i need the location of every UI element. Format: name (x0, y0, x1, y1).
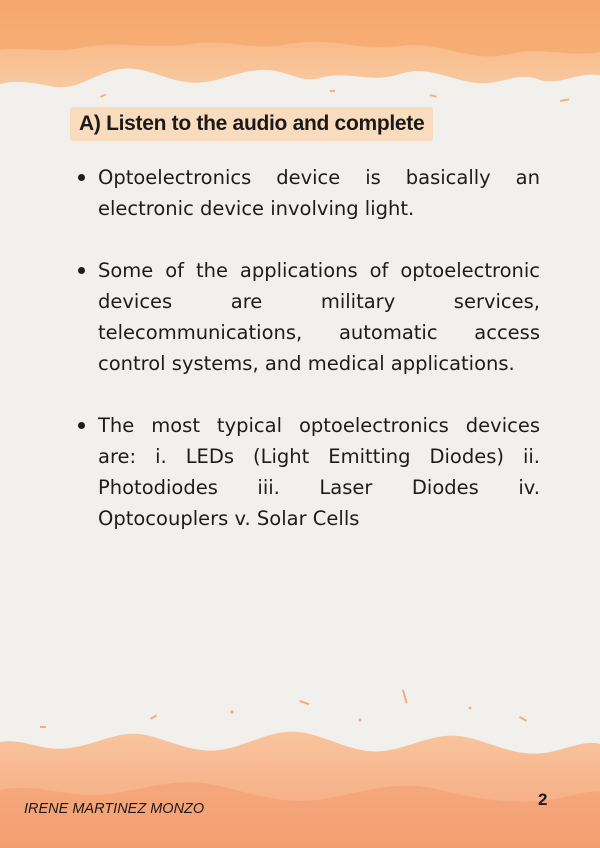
bullet-text: Optoelectronics device is basically an electronic device involving light. (98, 166, 540, 220)
bullet-text: Some of the applications of optoelectronic devices are military services, telecommunications, automatic access control systems, and medical applications. (98, 259, 540, 375)
page-number: 2 (538, 790, 548, 809)
bullet-dot-icon (78, 422, 85, 429)
bullet-item (74, 410, 540, 534)
footer-author: IRENE MARTINEZ MONZO (24, 801, 205, 817)
bullet-dot-icon (78, 174, 85, 181)
section-heading: A) Listen to the audio and complete (70, 107, 433, 141)
bullet-text: The most typical optoelectronics devices are: i. LEDs (Light Emitting Diodes) ii. Photodiodes iii. Laser Diodes iv. Optocouplers v. Solar Cells (98, 414, 540, 530)
bullet-item (74, 162, 540, 224)
bullet-item (74, 255, 540, 379)
bullet-list (74, 162, 540, 565)
bullet-dot-icon (78, 267, 85, 274)
